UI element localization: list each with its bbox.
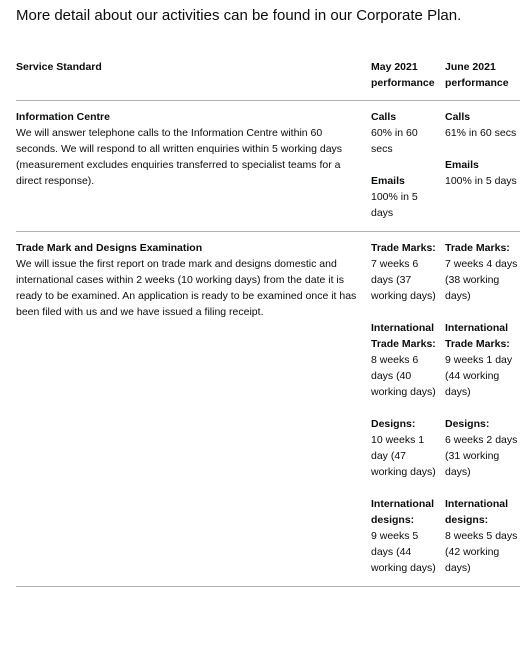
metric-group — [371, 320, 439, 400]
table-row — [16, 101, 520, 232]
metric-group — [371, 109, 439, 157]
metric-group — [371, 496, 439, 576]
header-june-2021: June 2021 performance — [445, 57, 520, 101]
metric-label: International designs: — [445, 498, 509, 526]
metric-group — [445, 109, 520, 141]
metric-label: Trade Marks: — [445, 242, 510, 254]
header-may-2021: May 2021 performance — [371, 57, 445, 101]
intro-text: More detail about our activities can be found in our Corporate Plan. — [16, 7, 462, 24]
may-performance-cell — [371, 101, 445, 232]
metric-group — [445, 240, 520, 304]
metric-value: 61% in 60 secs — [445, 127, 517, 139]
header-service-standard: Service Standard — [16, 57, 371, 101]
standard-cell — [16, 101, 371, 232]
june-performance-cell — [445, 232, 520, 587]
metric-value: 8 weeks 5 days (42 working days) — [445, 530, 518, 574]
metric-group — [371, 173, 439, 221]
june-performance-cell — [445, 101, 520, 232]
standard-title: Trade Mark and Designs Examination — [16, 242, 203, 254]
metric-value: 100% in 5 days — [371, 191, 418, 219]
metric-value: 100% in 5 days — [445, 175, 517, 187]
metric-group — [445, 320, 520, 400]
metric-label: International designs: — [371, 498, 435, 526]
metric-value: 8 weeks 6 days (40 working days) — [371, 354, 436, 398]
metric-group — [445, 496, 520, 576]
metric-group — [445, 157, 520, 189]
metric-group — [371, 240, 439, 304]
metric-label: Calls — [371, 111, 397, 123]
metric-label: International Trade Marks: — [371, 322, 436, 350]
metric-value: 7 weeks 6 days (37 working days) — [371, 258, 436, 302]
metric-label: Emails — [445, 159, 479, 171]
metric-value: 9 weeks 1 day (44 working days) — [445, 354, 513, 398]
metric-value: 10 weeks 1 day (47 working days) — [371, 434, 436, 478]
metric-label: Trade Marks: — [371, 242, 436, 254]
service-standards-table — [16, 57, 520, 587]
table-header-row — [16, 57, 520, 101]
metric-label: Designs: — [445, 418, 490, 430]
table-row — [16, 232, 520, 587]
metric-label: Calls — [445, 111, 471, 123]
metric-label: International Trade Marks: — [445, 322, 510, 350]
standard-cell — [16, 232, 371, 587]
metric-label: Designs: — [371, 418, 416, 430]
metric-value: 9 weeks 5 days (44 working days) — [371, 530, 436, 574]
metric-group — [371, 416, 439, 480]
metric-value: 7 weeks 4 days (38 working days) — [445, 258, 518, 302]
standard-title: Information Centre — [16, 111, 110, 123]
metric-value: 60% in 60 secs — [371, 127, 418, 155]
standard-description: We will issue the first report on trade mark and designs domestic and international cases within 2 weeks (10 working days) from the date it is ready to be examined. An application is ready to be examined once it has been filed with us and we have issued a filing receipt. — [16, 258, 357, 318]
metric-label: Emails — [371, 175, 405, 187]
may-performance-cell — [371, 232, 445, 587]
standard-description: We will answer telephone calls to the Information Centre within 60 seconds. We will respond to all written enquiries within 5 working days (measurement excludes enquiries transferred to specialist teams for a direct response). — [16, 127, 343, 187]
metric-value: 6 weeks 2 days (31 working days) — [445, 434, 518, 478]
metric-group — [445, 416, 520, 480]
